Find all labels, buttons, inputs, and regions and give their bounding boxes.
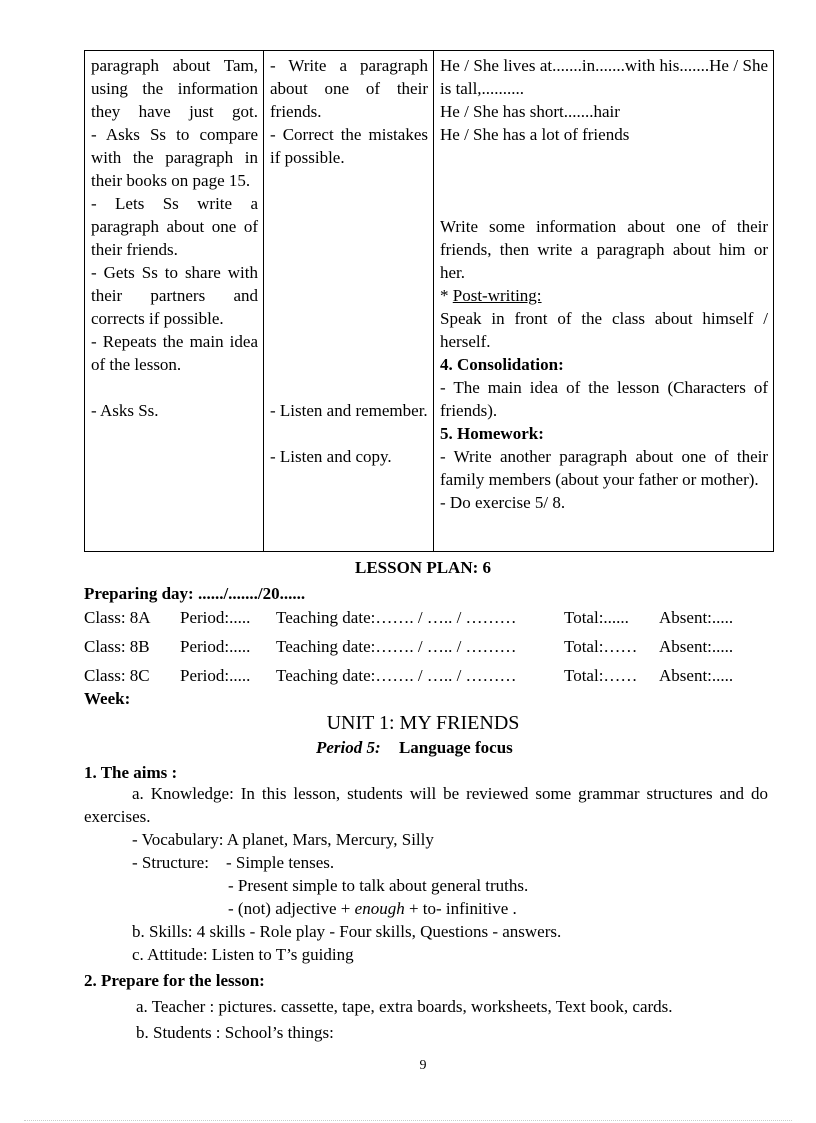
teaching-date: Teaching date:……. / ….. / ………: [276, 608, 517, 627]
period-topic: Language focus: [398, 738, 513, 757]
content-cell: [434, 51, 774, 552]
class-row: [84, 664, 774, 687]
post-writing: * Post-writing:: [440, 286, 542, 305]
class-name: Class: 8B: [84, 637, 150, 656]
homework-title: 5. Homework:: [440, 424, 544, 443]
content-line: - Write another paragraph about one of their family members (about your father or mother).: [440, 447, 768, 489]
period: Period:.....: [180, 608, 251, 627]
t-activity: - Gets Ss to share with their partners and corrects if possible.: [91, 263, 258, 328]
class-row: [84, 606, 774, 629]
lesson-plan-title: LESSON PLAN: 6: [354, 558, 492, 577]
content-line: He / She lives at.......in.......with his.......He / She is tall,..........: [440, 56, 768, 98]
aims-structure-1: - Simple tenses.: [226, 853, 335, 872]
lesson-table: [84, 50, 774, 552]
preparing-day: Preparing day: ....../......./20......: [84, 584, 306, 603]
prepare-students: b. Students : School’s things:: [136, 1023, 334, 1042]
week-label: Week:: [84, 689, 131, 708]
absent: Absent:.....: [659, 666, 734, 685]
aims-structure-3: - (not) adjective + enough + to- infinitive .: [228, 899, 517, 918]
aims-knowledge: a. Knowledge: In this lesson, students will be reviewed some grammar structures and do exercises.: [84, 784, 768, 826]
t-activity: - Lets Ss write a paragraph about one of their friends.: [91, 194, 258, 259]
total: Total:......: [564, 608, 629, 627]
unit-title: UNIT 1: MY FRIENDS: [326, 712, 520, 734]
content-line: - Do exercise 5/ 8.: [440, 493, 566, 512]
aims-title: 1. The aims :: [84, 763, 178, 782]
teaching-date: Teaching date:……. / ….. / ………: [276, 666, 517, 685]
t-activity: - Asks Ss.: [91, 401, 159, 420]
page-number: 9: [419, 1058, 427, 1073]
prepare-teacher: a. Teacher : pictures. cassette, tape, extra boards, worksheets, Text book, cards.: [136, 997, 673, 1016]
absent: Absent:.....: [659, 608, 734, 627]
period-label: Period 5:: [316, 738, 381, 757]
s-activity: - Listen and remember.: [270, 401, 428, 420]
absent: Absent:.....: [659, 637, 734, 656]
period: Period:.....: [180, 637, 251, 656]
t-activity: paragraph about Tam, using the information they have just got.: [91, 56, 258, 121]
class-name: Class: 8A: [84, 608, 151, 627]
s-activity: - Listen and copy.: [270, 447, 392, 466]
class-row: [84, 635, 774, 658]
content-line: Write some information about one of their friends, then write a paragraph about him or her.: [440, 217, 768, 282]
class-name: Class: 8C: [84, 666, 150, 685]
s-activity: - Write a paragraph about one of their friends.: [270, 56, 428, 121]
teaching-date: Teaching date:……. / ….. / ………: [276, 637, 517, 656]
aims-structure-label: - Structure:: [132, 853, 209, 872]
teacher-activities-cell: [85, 51, 264, 552]
aims-attitude: c. Attitude: Listen to T’s guiding: [132, 945, 354, 964]
period: Period:.....: [180, 666, 251, 685]
t-activity: - Repeats the main idea of the lesson.: [91, 332, 258, 374]
content-line: He / She has short.......hair: [440, 102, 620, 121]
consolidation-title: 4. Consolidation:: [440, 355, 564, 374]
content-line: He / She has a lot of friends: [440, 125, 630, 144]
total: Total:……: [564, 666, 638, 685]
total: Total:……: [564, 637, 638, 656]
footer-divider: [24, 1120, 792, 1121]
aims-skills: b. Skills: 4 skills - Role play - Four skills, Questions - answers.: [132, 922, 562, 941]
content-line: Speak in front of the class about himself / herself.: [440, 309, 768, 351]
aims-structure-2: - Present simple to talk about general truths.: [228, 876, 529, 895]
content-line: - The main idea of the lesson (Characters of friends).: [440, 378, 768, 420]
t-activity: - Asks Ss to compare with the paragraph in their books on page 15.: [91, 125, 258, 190]
prepare-title: 2. Prepare for the lesson:: [84, 971, 265, 990]
aims-vocabulary: - Vocabulary: A planet, Mars, Mercury, Silly: [132, 830, 434, 849]
s-activity: - Correct the mistakes if possible.: [270, 125, 428, 167]
period-heading: [316, 736, 513, 759]
student-activities-cell: [264, 51, 434, 552]
